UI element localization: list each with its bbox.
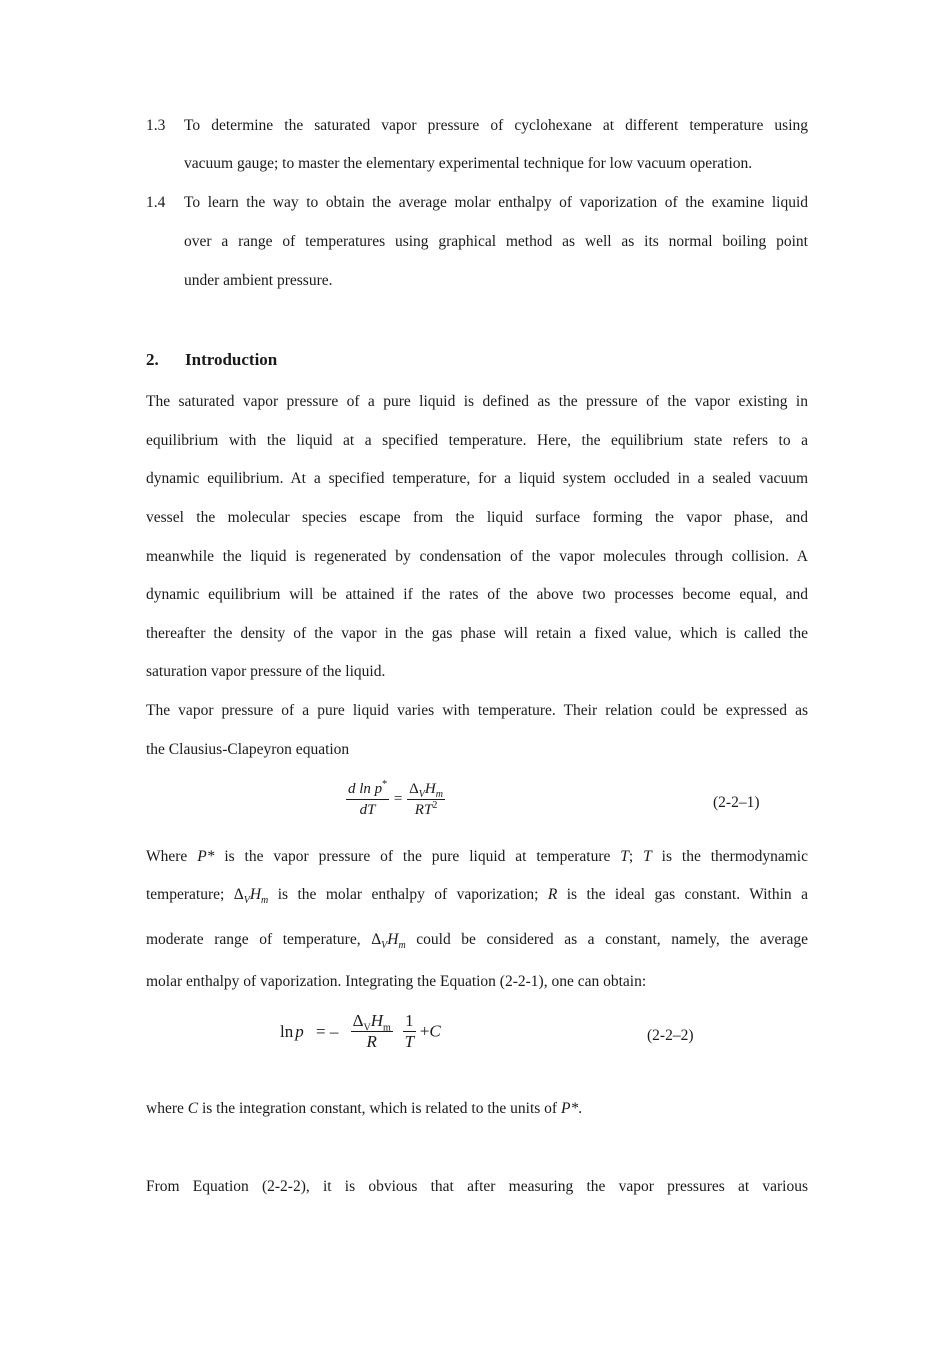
equation-lhs-fraction: $\frac{d \ln p^*}{dT}$ (348, 779, 388, 818)
paragraph-line: the Clausius-Clapeyron equation (146, 741, 350, 758)
paragraph-line: dynamic equilibrium will be attained if the rates of the above two processes become equal, and (146, 586, 808, 603)
paragraph-line: molar enthalpy of vaporization. Integrating the Equation (2-2-1), one can obtain: (146, 973, 647, 990)
paragraph-line: temperature; $\Delta_VH_m$ is the molar enthalpy of vaporization; R is the ideal gas constant. Within a (146, 886, 808, 907)
equation-fraction: $\frac{1}{T}$ (404, 1011, 415, 1051)
paragraph-line: thereafter the density of the vapor in the gas phase will retain a fixed value, which is called the (146, 625, 808, 642)
equation-clausius-clapeyron: $\frac{d \ln p^*}{dT}$ = $\frac{\Delta_VH_m}{RT^2}$ (348, 779, 443, 818)
objective-number: 1.3 (146, 117, 166, 134)
paragraph-line: equilibrium with the liquid at a specified temperature. Here, the equilibrium state refers to a (146, 432, 808, 449)
paragraph-line: The vapor pressure of a pure liquid varies with temperature. Their relation could be expressed as (146, 702, 808, 719)
paragraph-line: Where P* is the vapor pressure of the pure liquid at temperature T; T is the thermodynamic (146, 848, 808, 865)
paragraph-line: where C is the integration constant, which is related to the units of P*. (146, 1100, 583, 1117)
equation-fraction: $\frac{\Delta_VH_m}{R}$ (352, 1011, 391, 1051)
objective-line: under ambient pressure. (184, 272, 333, 289)
objective-line: To learn the way to obtain the average molar enthalpy of vaporization of the examine liquid (184, 194, 808, 211)
section-title: Introduction (185, 350, 278, 369)
equation-integrated: ln p = – $\frac{\Delta_VH_m}{R}$ $\frac{1}{T}$ +C (280, 1011, 441, 1051)
paragraph-line: The saturated vapor pressure of a pure liquid is defined as the pressure of the vapor existing in (146, 393, 808, 410)
objective-line: To determine the saturated vapor pressure of cyclohexane at different temperature using (184, 117, 808, 134)
paragraph-line: vessel the molecular species escape from the liquid surface forming the vapor phase, and (146, 509, 808, 526)
paragraph-line: meanwhile the liquid is regenerated by condensation of the vapor molecules through collision. A (146, 548, 808, 565)
objective-number: 1.4 (146, 194, 166, 211)
equation-number: (2-2–1) (713, 794, 760, 811)
paragraph-line: moderate range of temperature, $\Delta_VH_m$ could be considered as a constant, namely, the average (146, 931, 808, 952)
paragraph-line: saturation vapor pressure of the liquid. (146, 663, 386, 680)
objective-line: vacuum gauge; to master the elementary experimental technique for low vacuum operation. (184, 155, 753, 172)
objective-line: over a range of temperatures using graphical method as well as its normal boiling point (184, 233, 808, 250)
equation-rhs-fraction: $\frac{\Delta_VH_m}{RT^2}$ (409, 781, 443, 818)
section-number: 2. (146, 350, 159, 369)
paragraph-line: From Equation (2-2-2), it is obvious that after measuring the vapor pressures at various (146, 1178, 808, 1195)
section-heading (146, 349, 277, 371)
equation-number: (2-2–2) (647, 1027, 694, 1044)
paragraph-line: dynamic equilibrium. At a specified temperature, for a liquid system occluded in a sealed vacuum (146, 470, 808, 487)
